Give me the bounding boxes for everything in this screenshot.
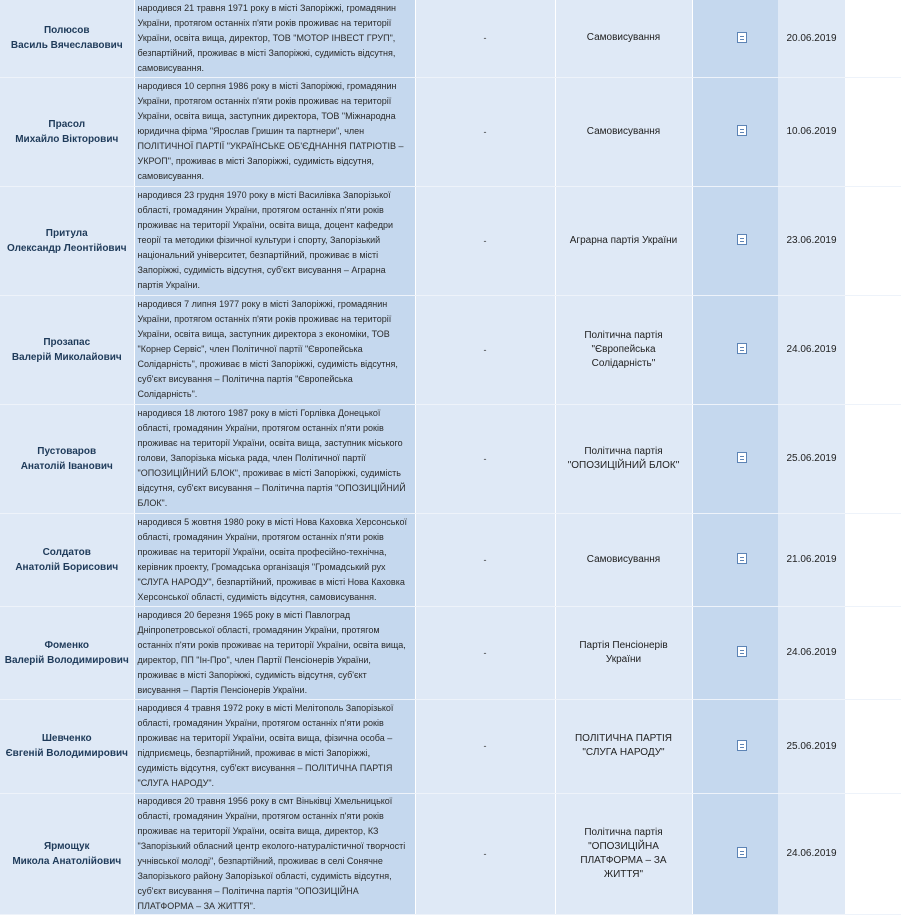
document-icon[interactable] bbox=[737, 343, 747, 354]
date-cell bbox=[778, 77, 845, 186]
candidate-last-name: Полюсов bbox=[43, 25, 90, 37]
candidate-first-name: Валерій Миколайович bbox=[11, 351, 122, 363]
nominating-party: Самовисування bbox=[586, 553, 661, 565]
candidate-last-name: Фоменко bbox=[44, 639, 89, 651]
empty-cell bbox=[845, 404, 901, 513]
nominating-party: Політична партія "ОПОЗИЦІЙНИЙ БЛОК" bbox=[567, 445, 680, 471]
nominating-party: Самовисування bbox=[586, 32, 661, 44]
nominating-party: ПОЛІТИЧНА ПАРТІЯ "СЛУГА НАРОДУ" bbox=[574, 733, 672, 758]
candidate-bio: народився 18 лютого 1987 року в місті Горлівка Донецької області, громадянин України, протягом останніх п'яти років проживає на території України, освіта вища, заступник міського голови, Запорізька міська рада, член Політичної партії "ОПОЗИЦІЙНИЙ БЛОК", проживає в місті Запоріжжі, судимість відсутня, суб'єкт висування – Політична партія "ОПОЗИЦІЙНИЙ БЛОК". bbox=[137, 408, 406, 508]
candidate-first-name: Анатолій Борисович bbox=[15, 561, 119, 573]
candidate-last-name: Пустоваров bbox=[37, 445, 97, 457]
document-cell bbox=[692, 513, 778, 606]
registration-date: 24.06.2019 bbox=[786, 647, 837, 658]
candidate-bio-cell bbox=[134, 186, 415, 295]
dash-value: - bbox=[483, 848, 487, 859]
table-row bbox=[0, 606, 901, 699]
party-cell bbox=[555, 77, 692, 186]
document-cell bbox=[692, 0, 778, 77]
candidate-name-cell bbox=[0, 793, 134, 914]
party-cell bbox=[555, 0, 692, 77]
nominating-party: Партія Пенсіонерів України bbox=[579, 639, 668, 665]
empty-cell bbox=[845, 0, 901, 77]
candidate-bio-cell bbox=[134, 699, 415, 793]
date-cell bbox=[778, 699, 845, 793]
dash-value: - bbox=[483, 453, 487, 464]
dash-cell bbox=[415, 606, 555, 699]
document-cell bbox=[692, 606, 778, 699]
candidate-name-cell bbox=[0, 295, 134, 404]
candidate-bio: народився 20 березня 1965 року в місті Павлоград Дніпропетровської області, громадянин України, протягом останніх п'яти років проживає на території України, освіта вища, директор, ПП "Ін-Про", член Партії Пенсіонерів України, проживає в місті Запоріжжі, судимість відсутня, суб'єкт висування – Партія Пенсіонерів України. bbox=[137, 609, 406, 695]
dash-value: - bbox=[483, 647, 487, 658]
date-cell bbox=[778, 404, 845, 513]
dash-cell bbox=[415, 0, 555, 77]
document-icon[interactable] bbox=[737, 234, 747, 245]
candidate-bio: народився 4 травня 1972 року в місті Мелітополь Запорізької області, громадянин України, протягом останніх п'яти років проживає на території України, освіта вища, фізична особа – підприємець, безпартійний, проживає в місті Запоріжжі, судимість відсутня, суб'єкт висування – ПОЛІТИЧНА ПАРТІЯ "СЛУГА НАРОДУ". bbox=[137, 703, 394, 788]
table-row bbox=[0, 295, 901, 404]
date-cell bbox=[778, 295, 845, 404]
party-cell bbox=[555, 793, 692, 914]
candidate-name-cell bbox=[0, 77, 134, 186]
document-cell bbox=[692, 295, 778, 404]
nominating-party: Політична партія "Європейська Солідарність" bbox=[584, 329, 663, 369]
table-row bbox=[0, 699, 901, 793]
registration-date: 23.06.2019 bbox=[786, 235, 837, 246]
candidate-bio-cell bbox=[134, 606, 415, 699]
empty-cell bbox=[845, 699, 901, 793]
candidate-bio-cell bbox=[134, 793, 415, 914]
candidate-name-cell bbox=[0, 186, 134, 295]
dash-cell bbox=[415, 699, 555, 793]
dash-value: - bbox=[483, 554, 487, 565]
candidate-first-name: Олександр Леонтійович bbox=[6, 242, 127, 254]
table-row bbox=[0, 404, 901, 513]
candidate-name-cell bbox=[0, 513, 134, 606]
nominating-party: Самовисування bbox=[586, 125, 661, 137]
nominating-party: Політична партія "ОПОЗИЦІЙНА ПЛАТФОРМА – ЗА ЖИТТЯ" bbox=[580, 826, 667, 880]
document-icon[interactable] bbox=[737, 646, 747, 657]
document-icon[interactable] bbox=[737, 847, 747, 858]
dash-cell bbox=[415, 793, 555, 914]
empty-cell bbox=[845, 77, 901, 186]
candidate-name-cell bbox=[0, 0, 134, 77]
dash-value: - bbox=[483, 235, 487, 246]
dash-cell bbox=[415, 295, 555, 404]
candidate-bio-cell bbox=[134, 513, 415, 606]
party-cell bbox=[555, 295, 692, 404]
candidate-first-name: Василь Вячеславович bbox=[10, 40, 123, 52]
document-icon[interactable] bbox=[737, 553, 747, 564]
party-cell bbox=[555, 404, 692, 513]
dash-value: - bbox=[483, 33, 487, 44]
candidate-bio: народився 20 травня 1956 року в смт Віньківці Хмельницької області, громадянин України, протягом останніх п'яти років проживає на території України, освіта вища, директор, КЗ "Запорізький обласний центр еколого-натуралістичної творчості учнівської молоді", безпартійний, проживає в селі Сонячне Запорізького району Запорізької області, судимість відсутня, суб'єкт висування – Політична партія "ОПОЗИЦІЙНА ПЛАТФОРМА – ЗА ЖИТТЯ". bbox=[137, 795, 406, 911]
table-row bbox=[0, 186, 901, 295]
dash-cell bbox=[415, 513, 555, 606]
document-icon[interactable] bbox=[737, 32, 747, 43]
date-cell bbox=[778, 606, 845, 699]
empty-cell bbox=[845, 606, 901, 699]
date-cell bbox=[778, 0, 845, 77]
table-row bbox=[0, 513, 901, 606]
candidate-bio: народився 7 липня 1977 року в місті Запоріжжі, громадянин України, протягом останніх п'яти років проживає на території України, освіта вища, заступник директора з економіки, ТОВ "Корнер Сервіс", член Політичної партії "Європейська Солідарність", проживає в місті Запоріжжі, судимість відсутня, суб'єкт висування – Політична партія "Європейська Солідарність". bbox=[137, 299, 398, 399]
registration-date: 25.06.2019 bbox=[786, 740, 837, 752]
date-cell bbox=[778, 186, 845, 295]
candidate-last-name: Притула bbox=[45, 227, 88, 239]
candidate-bio: народився 23 грудня 1970 року в місті Василівка Запорізької області, громадянин України, протягом останніх п'яти років проживає на території України, освіта вища, доцент кафедри теорії та методики фізичної культури і спорту, Запорізький національний університет, безпартійний, проживає в місті Запоріжжі, судимість відсутня, суб'єкт висування – Аграрна партія України. bbox=[137, 190, 394, 290]
empty-cell bbox=[845, 513, 901, 606]
candidate-bio-cell bbox=[134, 404, 415, 513]
party-cell bbox=[555, 699, 692, 793]
dash-value: - bbox=[483, 126, 487, 137]
registration-date: 20.06.2019 bbox=[786, 32, 837, 44]
document-icon[interactable] bbox=[737, 740, 747, 751]
dash-cell bbox=[415, 77, 555, 186]
dash-value: - bbox=[483, 344, 487, 355]
table-row bbox=[0, 77, 901, 186]
candidate-first-name: Михайло Вікторович bbox=[15, 133, 119, 145]
document-cell bbox=[692, 699, 778, 793]
dash-cell bbox=[415, 404, 555, 513]
document-icon[interactable] bbox=[737, 125, 747, 136]
candidate-bio-cell bbox=[134, 77, 415, 186]
candidate-last-name: Ярмощук bbox=[43, 840, 90, 852]
candidate-first-name: Валерій Володимирович bbox=[4, 654, 129, 666]
nominating-party: Аграрна партія України bbox=[569, 234, 678, 246]
date-cell bbox=[778, 793, 845, 914]
candidate-bio-cell bbox=[134, 0, 415, 77]
candidate-first-name: Євгеній Володимирович bbox=[5, 748, 128, 759]
candidate-bio: народився 21 травня 1971 року в місті Запоріжжі, громадянин України, протягом останніх п'яти років проживає на території України, освіта вища, директор, ТОВ "МОТОР ІНВЕСТ ГРУП", безпартійний, проживає в місті Запоріжжі, судимість відсутня, самовисування. bbox=[137, 2, 396, 73]
registration-date: 24.06.2019 bbox=[786, 344, 837, 355]
candidate-name-cell bbox=[0, 606, 134, 699]
document-cell bbox=[692, 404, 778, 513]
candidate-name-cell bbox=[0, 404, 134, 513]
candidate-first-name: Анатолій Іванович bbox=[20, 460, 113, 472]
candidate-last-name: Солдатов bbox=[42, 546, 91, 558]
party-cell bbox=[555, 513, 692, 606]
candidate-last-name: Прозапас bbox=[43, 336, 91, 348]
date-cell bbox=[778, 513, 845, 606]
table-row bbox=[0, 0, 901, 77]
empty-cell bbox=[845, 793, 901, 914]
candidate-last-name: Шевченко bbox=[41, 733, 92, 744]
empty-cell bbox=[845, 295, 901, 404]
document-icon[interactable] bbox=[737, 452, 747, 463]
empty-cell bbox=[845, 186, 901, 295]
registration-date: 24.06.2019 bbox=[786, 848, 837, 859]
registration-date: 10.06.2019 bbox=[786, 126, 837, 137]
registration-date: 21.06.2019 bbox=[786, 554, 837, 565]
party-cell bbox=[555, 186, 692, 295]
dash-cell bbox=[415, 186, 555, 295]
candidate-bio-cell bbox=[134, 295, 415, 404]
candidate-bio: народився 5 жовтня 1980 року в місті Нова Каховка Херсонської області, громадянин України, протягом останніх п'яти років проживає на території України, освіта професійно-технічна, керівник проекту, Громадська організація "Громадський рух "СЛУГА НАРОДУ", безпартійний, проживає в місті Нова Каховка Херсонської області, судимість відсутня, самовисування. bbox=[137, 516, 407, 602]
candidate-name-cell bbox=[0, 699, 134, 793]
registration-date: 25.06.2019 bbox=[786, 453, 837, 464]
candidate-bio: народився 10 серпня 1986 року в місті Запоріжжі, громадянин України, протягом останніх п'яти років проживає на території України, освіта вища, заступник директора, ТОВ "Міжнародна юридична фірма "Ярослав Гришин та партнери", член ПОЛІТИЧНОЇ ПАРТІЇ "УКРАЇНСЬКЕ ОБ'ЄДНАННЯ ПАТРІОТІВ – УКРОП", проживає в місті Запоріжжі, судимість відсутня, самовисування. bbox=[137, 81, 404, 181]
table-row bbox=[0, 793, 901, 914]
document-cell bbox=[692, 77, 778, 186]
document-cell bbox=[692, 793, 778, 914]
candidate-first-name: Микола Анатолійович bbox=[12, 855, 122, 867]
party-cell bbox=[555, 606, 692, 699]
dash-value: - bbox=[483, 741, 487, 751]
document-cell bbox=[692, 186, 778, 295]
candidate-last-name: Прасол bbox=[48, 118, 86, 130]
